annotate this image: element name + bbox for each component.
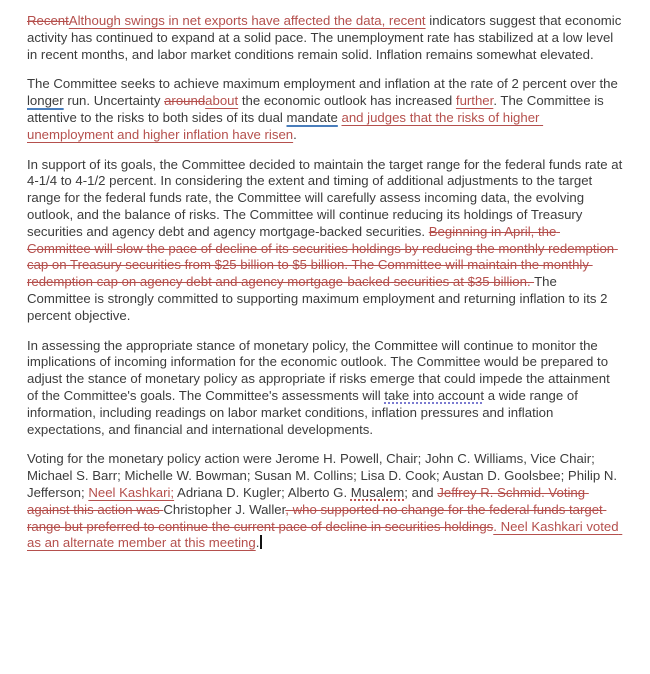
grammar-flagged-text: mandate xyxy=(286,109,338,125)
normal-text: Christopher J. Waller xyxy=(163,501,286,517)
spellcheck-flagged-text: Musalem xyxy=(350,484,405,500)
document-text-area[interactable] xyxy=(27,13,626,552)
inserted-text: and judges that the risks of higher unemployment and higher inflation have risen xyxy=(27,109,544,142)
normal-text: In support of its goals, the Committee decided to maintain the target range for the federal funds rate at 4-1/4 to 4-1/2 percent. In considering the extent and timing of additional adjustments to the target range for the federal funds rate, the Committee will carefully assess incoming data, the evolving outlook, and the balance of risks. The Committee will continue reducing its holdings of Treasury securities and agency debt and agency mortgage-backed securities. xyxy=(27,156,626,239)
deleted-text: around xyxy=(164,93,206,109)
deleted-text: Recent xyxy=(27,13,69,28)
normal-text: a wide range of information, including readings on labor market conditions, inflation pressures and inflation expectations, and financial and international developments. xyxy=(27,387,582,437)
inserted-text: about xyxy=(205,93,239,109)
inserted-text: Neel Kashkari; xyxy=(88,484,175,500)
paragraph[interactable] xyxy=(27,451,623,552)
normal-text: In assessing the appropriate stance of monetary policy, the Committee will continue to monitor the implications of incoming information for the economic outlook. The Committee would be prepared to adjust the stance of monetary policy as appropriate if risks emerge that could impede the attainment of the Committee's goals. The Committee's assessments will xyxy=(27,337,614,403)
normal-text: Adriana D. Kugler; Alberto G. xyxy=(174,484,351,500)
inserted-text: further xyxy=(455,93,494,109)
normal-text: indicators suggest that economic activity has continued to expand at a solid pace. The unemployment rate has stabilized at a low level in recent months, and labor market conditions remain solid. Inflation remains somewhat elevated. xyxy=(27,13,625,62)
deleted-text: , who supported no change for the federal funds target range but preferred to continue the current pace of decline in securities holdings xyxy=(27,501,607,534)
normal-text: ; and xyxy=(404,484,438,500)
inserted-text: . Neel Kashkari voted as an alternate member at this meeting xyxy=(27,518,623,551)
text-cursor xyxy=(260,535,262,549)
normal-text: Voting for the monetary policy action were Jerome H. Powell, Chair; John C. Williams, Vice Chair; Michael S. Barr; Michelle W. Bowman; Susan M. Collins; Lisa D. Cook; Austan D. Goolsbee; Philip N. Jefferson; xyxy=(27,451,621,500)
deleted-text: Jeffrey R. Schmid. Voting against this action was xyxy=(27,484,589,517)
normal-text: . The Committee is attentive to the risks to both sides of its dual xyxy=(27,93,608,125)
normal-text: . xyxy=(293,126,297,142)
normal-text: run. Uncertainty xyxy=(63,93,165,109)
grammar-flagged-text: longer xyxy=(27,93,64,109)
normal-text: The Committee seeks to achieve maximum employment and inflation at the rate of 2 percent over the xyxy=(27,76,622,92)
normal-text: . xyxy=(255,535,260,551)
paragraph[interactable] xyxy=(27,156,626,325)
deleted-text: Beginning in April, the Committee will slow the pace of decline of its securities holdings by reducing the monthly redemption cap on Treasury securities from $25 billion to $5 billion. The Committee will maintain the monthly redemption cap on agency debt and agency mortgage-backed securities at $35 billion. xyxy=(27,223,618,290)
suggestion-flagged-text: take into account xyxy=(384,387,485,403)
inserted-text: Although swings in net exports have affected the data, recent xyxy=(68,13,426,28)
normal-text: the economic outlook has increased xyxy=(238,93,456,109)
paragraph[interactable] xyxy=(27,338,623,439)
normal-text: The Committee is strongly committed to supporting maximum employment and returning inflation to its 2 percent objective. xyxy=(27,274,612,323)
paragraph[interactable] xyxy=(27,76,623,143)
paragraph[interactable] xyxy=(27,13,623,63)
